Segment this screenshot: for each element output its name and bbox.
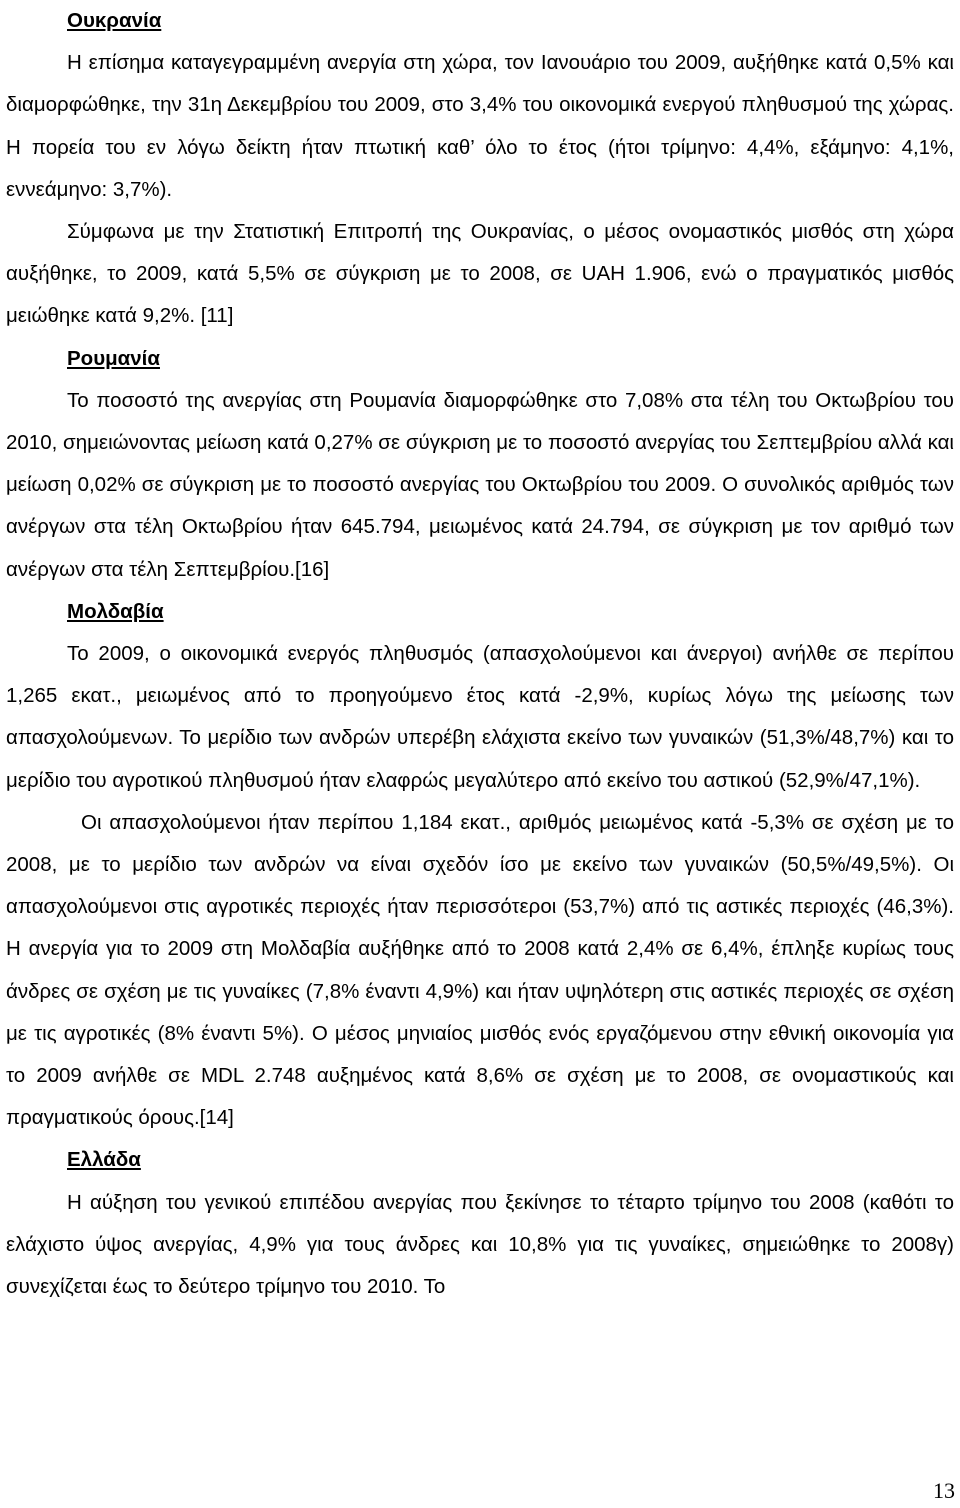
heading-moldova: Μολδαβία bbox=[67, 599, 164, 623]
heading-greece: Ελλάδα bbox=[67, 1148, 141, 1172]
document-page bbox=[6, 0, 954, 1308]
heading-romania: Ρουμανία bbox=[67, 346, 160, 370]
paragraph-moldova-active-population: Το 2009, ο οικονομικά ενεργός πληθυσμός (απασχολούμενοι και άνεργοι) ανήλθε σε περίπου 1,265 εκατ., μειωμένος από το προηγούμενο έτος κατά -2,9%, κυρίως λόγω της μείωσης των απασχολούμενων. Το μερίδιο των ανδρών υπερέβη ελάχιστα εκείνο των γυναικών (51,3%/48,7%) και το μερίδιο του αγροτικού πληθυσμού ήταν ελαφρώς μεγαλύτερο από εκείνο του αστικού (52,9%/47,1%). bbox=[6, 642, 954, 792]
paragraph-ukraine-unemployment: Η επίσημα καταγεγραμμένη ανεργία στη χώρα, τον Ιανουάριο του 2009, αυξήθηκε κατά 0,5% και διαμορφώθηκε, την 31η Δεκεμβρίου του 2009, στο 3,4% του οικονομικά ενεργού πληθυσμού της χώρας. Η πορεία του εν λόγω δείκτη ήταν πτωτική καθ’ όλο το έτος (ήτοι τρίμηνο: 4,4%, εξάμηνο: 4,1%, εννεάμηνο: 3,7%). bbox=[6, 51, 954, 201]
paragraph-romania-unemployment: Το ποσοστό της ανεργίας στη Ρουμανία διαμορφώθηκε στο 7,08% στα τέλη του Οκτωβρίου του 2010, σημειώνοντας μείωση κατά 0,27% σε σύγκριση με το ποσοστό ανεργίας του Σεπτεμβρίου αλλά και μείωση 0,02% σε σύγκριση με το ποσοστό ανεργίας του Οκτωβρίου του 2009. Ο συνολικός αριθμός των ανέργων στα τέλη Οκτωβρίου ήταν 645.794, μειωμένος κατά 24.794, σε σύγκριση με τον αριθμό των ανέργων στα τέλη Σεπτεμβρίου.[16] bbox=[6, 388, 954, 581]
paragraph-moldova-employment: Οι απασχολούμενοι ήταν περίπου 1,184 εκατ., αριθμός μειωμένος κατά -5,3% σε σχέση με το 2008, με το μερίδιο των ανδρών να είναι σχεδόν ίσο με εκείνο των γυναικών (50,5%/49,5%). Οι απασχολούμενοι στις αγροτικές περιοχές ήταν περισσότεροι (53,7%) από τις αστικές περιοχές (46,3%). Η ανεργία για το 2009 στη Μολδαβία αυξήθηκε από το 2008 κατά 2,4% σε 6,4%, έπληξε κυρίως τους άνδρες σε σχέση με τις γυναίκες (7,8% έναντι 4,9%) και ήταν υψηλότερη στις αστικές περιοχές σε σχέση με τις αγροτικές (8% έναντι 5%). Ο μέσος μηνιαίος μισθός ενός εργαζόμενου στην εθνική οικονομία για το 2009 ανήλθε σε MDL 2.748 αυξημένος κατά 8,6% σε σχέση με το 2008, σε ονομαστικούς και πραγματικούς όρους.[14] bbox=[6, 810, 954, 1130]
section-moldova bbox=[6, 591, 954, 1140]
page-number: 13 bbox=[933, 1478, 955, 1503]
section-ukraine bbox=[6, 0, 954, 338]
paragraph-ukraine-wages: Σύμφωνα με την Στατιστική Επιτροπή της Ουκρανίας, ο μέσος ονομαστικός μισθός στη χώρα αυξήθηκε, το 2009, κατά 5,5% σε σύγκριση με το 2008, σε UAH 1.906, ενώ ο πραγματικός μισθός μειώθηκε κατά 9,2%. [11] bbox=[6, 220, 954, 328]
heading-ukraine: Ουκρανία bbox=[67, 9, 162, 32]
paragraph-greece-unemployment: Η αύξηση του γενικού επιπέδου ανεργίας που ξεκίνησε το τέταρτο τρίμηνο του 2008 (καθότι το ελάχιστο ύψος ανεργίας, 4,9% για τους άνδρες και 10,8% για τις γυναίκες, σημειώθηκε το 2008γ) συνεχίζεται έως το δεύτερο τρίμηνο του 2010. Το bbox=[6, 1190, 954, 1299]
section-romania bbox=[6, 338, 954, 591]
section-greece bbox=[6, 1139, 954, 1308]
